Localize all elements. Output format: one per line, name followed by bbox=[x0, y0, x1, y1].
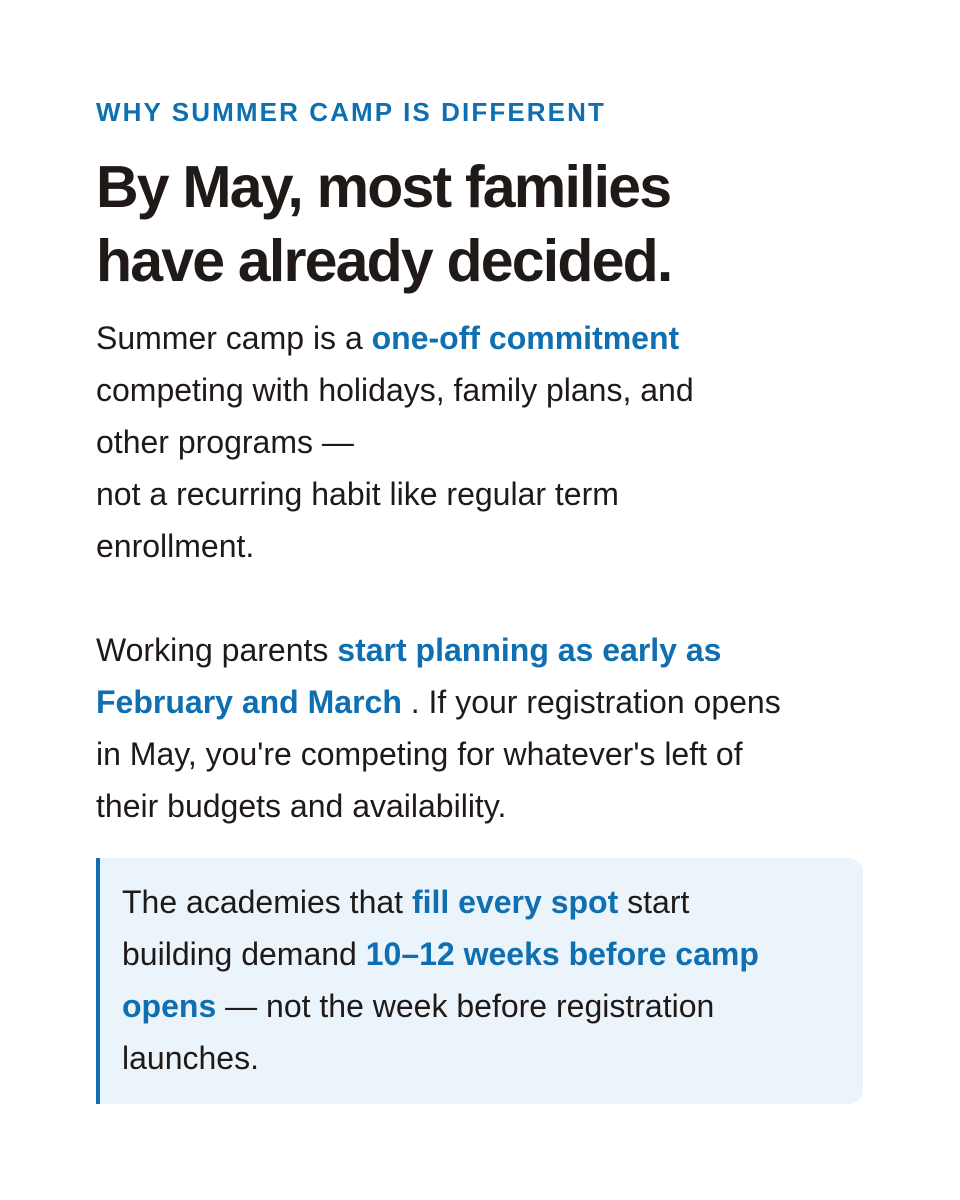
page-title bbox=[96, 150, 866, 298]
text-run: — not the week before registration bbox=[216, 988, 715, 1024]
highlight-start-planning: start planning as early as bbox=[337, 632, 722, 668]
paragraph-line: enrollment. bbox=[96, 528, 255, 564]
paragraph-line: their budgets and availability. bbox=[96, 788, 507, 824]
text-run: . If your registration opens bbox=[401, 684, 781, 720]
highlight-one-off-commitment: one-off commitment bbox=[371, 320, 680, 356]
paragraph-line bbox=[96, 312, 866, 364]
paragraph-line: not a recurring habit like regular term bbox=[96, 476, 619, 512]
callout-line bbox=[122, 928, 839, 980]
callout-line bbox=[122, 980, 839, 1032]
text-run: The academies that bbox=[122, 884, 412, 920]
highlight-fill-every-spot: fill every spot bbox=[411, 884, 619, 920]
paragraph-line: in May, you're competing for whatever's left of bbox=[96, 736, 743, 772]
paragraph-commitment bbox=[96, 312, 866, 572]
highlight-weeks-before: 10–12 weeks before camp bbox=[365, 936, 759, 972]
callout-line bbox=[122, 876, 839, 928]
paragraph-line bbox=[96, 624, 866, 676]
paragraph-line: competing with holidays, family plans, and bbox=[96, 372, 694, 408]
paragraph-line: other programs — bbox=[96, 424, 354, 460]
text-run: Working parents bbox=[96, 632, 338, 668]
callout-line: launches. bbox=[122, 1040, 259, 1076]
article bbox=[96, 94, 866, 1104]
eyebrow-label: WHY SUMMER CAMP IS DIFFERENT bbox=[96, 97, 606, 127]
text-run: building demand bbox=[122, 936, 366, 972]
text-run: Summer camp is a bbox=[96, 320, 372, 356]
highlight-opens: opens bbox=[122, 988, 217, 1024]
page-title-line-2: have already decided. bbox=[96, 228, 672, 294]
callout-text bbox=[122, 876, 839, 1084]
page-title-line-1: By May, most families bbox=[96, 154, 671, 220]
text-run: start bbox=[618, 884, 690, 920]
highlight-february-march: February and March bbox=[96, 684, 402, 720]
paragraph-line bbox=[96, 676, 866, 728]
callout-box bbox=[96, 858, 863, 1104]
paragraph-planning bbox=[96, 624, 866, 832]
